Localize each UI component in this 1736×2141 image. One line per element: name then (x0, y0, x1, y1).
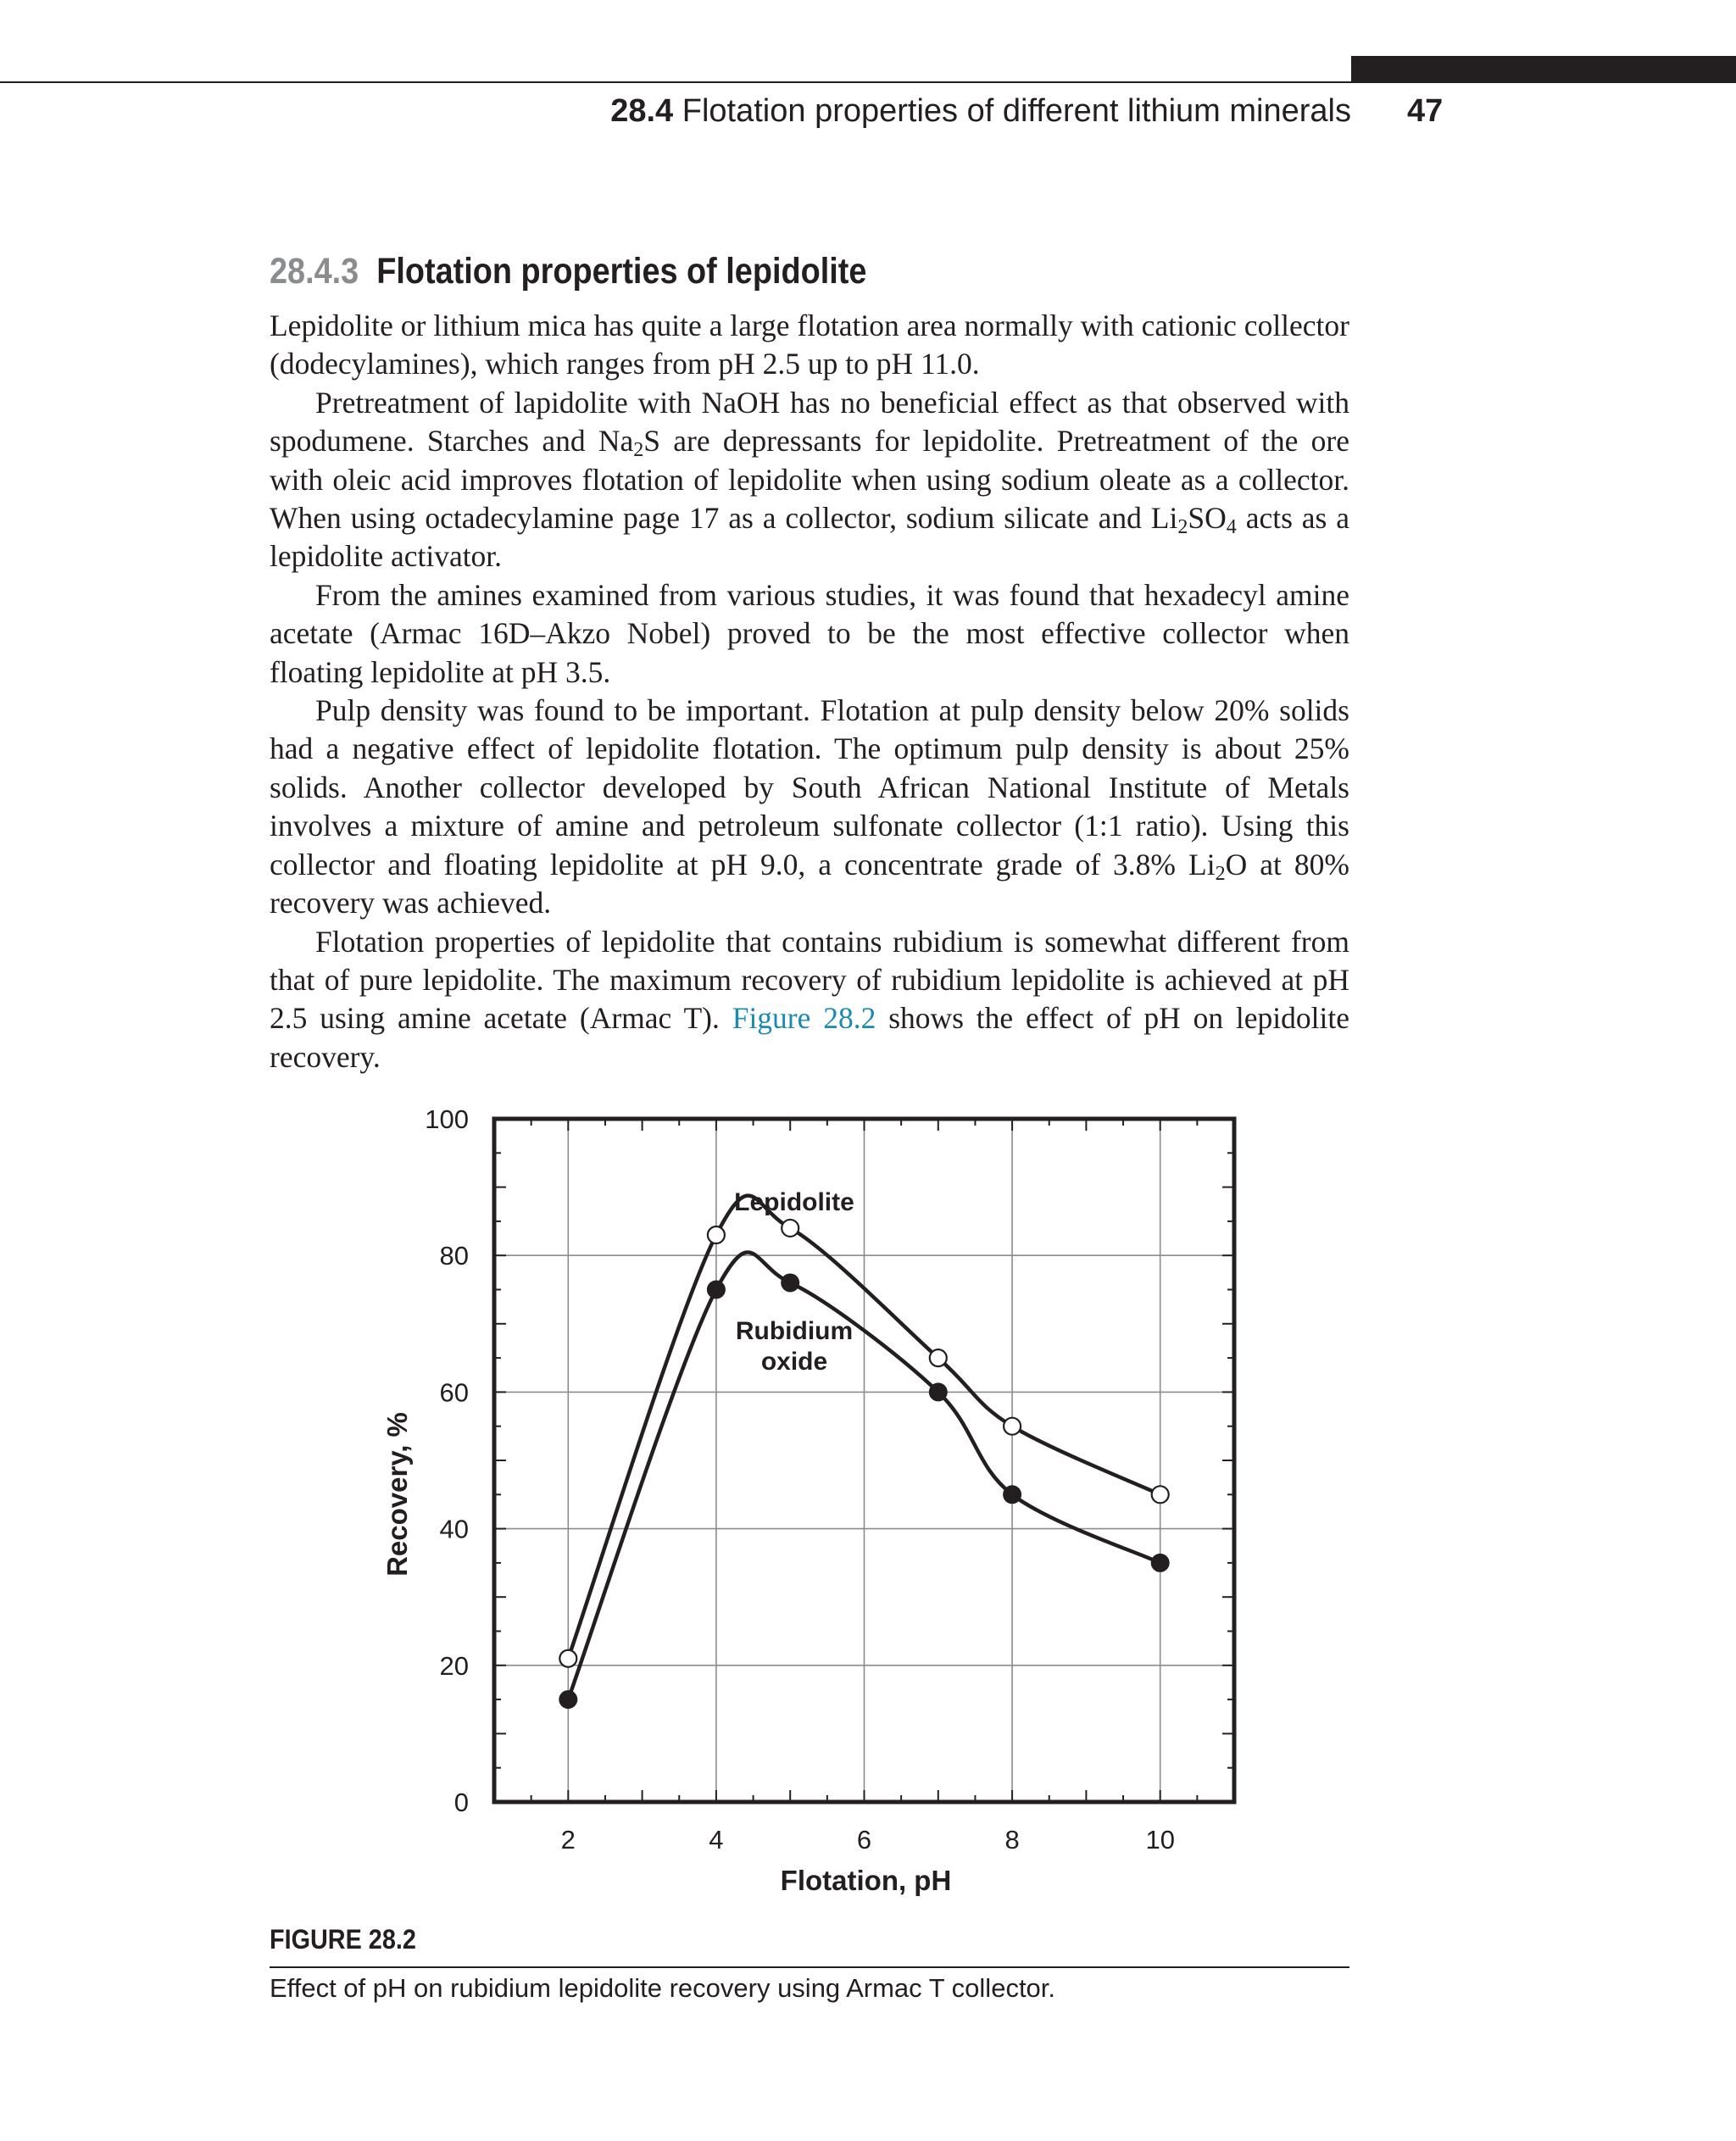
subscript: 2 (633, 438, 644, 462)
figure-caption: Effect of pH on rubidium lepidolite recovery using Armac T collector. (270, 1973, 1056, 2003)
x-tick-label: 10 (1145, 1825, 1175, 1855)
data-point-open (559, 1650, 576, 1667)
x-tick-label: 4 (709, 1825, 724, 1855)
y-tick-label: 80 (439, 1241, 469, 1271)
running-head-section-title: Flotation properties of different lithium minerals (682, 93, 1351, 129)
data-point-open (708, 1226, 725, 1243)
running-head-section-number: 28.4 (610, 93, 674, 129)
series-label-2: Rubidium (735, 1317, 854, 1345)
x-tick-label: 2 (560, 1825, 576, 1855)
y-tick-label: 0 (453, 1788, 469, 1817)
paragraph-1: Lepidolite or lithium mica has quite a large flotation area normally with cationic collector (dodecylamines), which ranges from pH 2.5 up to pH 11.0. (270, 309, 1349, 381)
paragraph-2-text: Pretreatment of lapidolite with NaOH has no beneficial effect as that observed with spodumene. Starches and Na (270, 385, 1349, 459)
data-point-open (930, 1349, 947, 1366)
data-point-filled (559, 1690, 577, 1709)
paragraph-4-text: O at 80% recovery was achieved. (270, 847, 1349, 920)
paragraph-4-text: Pulp density was found to be important. Flotation at pulp density below 20% solids had a negative effect of lepidolite flotation. The optimum pulp density is about 25% solids. Another collector developed by South African National Institute of Metals involves a mixture of amine and petroleum sulfonate collector (1:1 ratio). Using this collector and floating lepidolite at pH 9.0, a concentrate grade of 3.8% Li (270, 693, 1349, 881)
section-number: 28.4.3 (270, 251, 359, 292)
y-tick-label: 100 (425, 1104, 469, 1134)
paragraph-2-text: S are depressants for lepidolite. Pretreatment of the ore with oleic acid improves flotation of lepidolite when using sodium oleate as a collector. When using octadecylamine page 17 as a collector, sodium silicate and Li (270, 424, 1349, 536)
subscript: 2 (1177, 515, 1188, 539)
y-axis-label: Recovery, % (381, 1412, 413, 1577)
paragraph-2-text: SO (1188, 501, 1227, 536)
data-point-filled (929, 1382, 948, 1401)
series-label-2: oxide (760, 1348, 828, 1376)
x-tick-label: 6 (856, 1825, 872, 1855)
paragraph-2-text: acts as a lepidolite activator. (270, 501, 1349, 574)
subscript: 2 (1215, 861, 1226, 885)
x-tick-label: 8 (1004, 1825, 1020, 1855)
page-number: 47 (1407, 93, 1444, 129)
data-point-open (782, 1220, 798, 1237)
y-tick-label: 60 (439, 1377, 469, 1408)
series-label-1: Lepidolite (734, 1188, 854, 1216)
data-point-filled (781, 1273, 799, 1292)
data-point-filled (1003, 1485, 1021, 1504)
paragraph-5-text: Flotation properties of lepidolite that contains rubidium is somewhat different from that of pure lepidolite. The maximum recovery of rubidium lepidolite is achieved at pH 2.5 using amine acetate (Armac T). (270, 924, 1349, 1036)
data-point-filled (1151, 1554, 1170, 1572)
subscript: 4 (1226, 515, 1237, 539)
paragraph-3: From the amines examined from various studies, it was found that hexadecyl amine acetate (Armac 16D–Akzo Nobel) proved to be the most effective collector when floating lepidolite at pH 3.5. (270, 577, 1349, 689)
figure-label: FIGURE 28.2 (270, 1924, 416, 1955)
x-axis-label: Flotation, pH (780, 1865, 952, 1896)
data-point-open (1152, 1486, 1169, 1503)
data-point-open (1004, 1418, 1021, 1435)
figure-link[interactable]: Figure 28.2 (732, 1001, 876, 1036)
figure-rule (270, 1966, 1349, 1968)
data-point-filled (707, 1281, 726, 1299)
y-tick-label: 20 (439, 1650, 469, 1681)
paragraph-5-text: shows the effect of pH on lepidolite recovery. (270, 1001, 1350, 1074)
section-title: Flotation properties of lepidolite (376, 251, 867, 292)
y-tick-label: 40 (439, 1514, 469, 1544)
